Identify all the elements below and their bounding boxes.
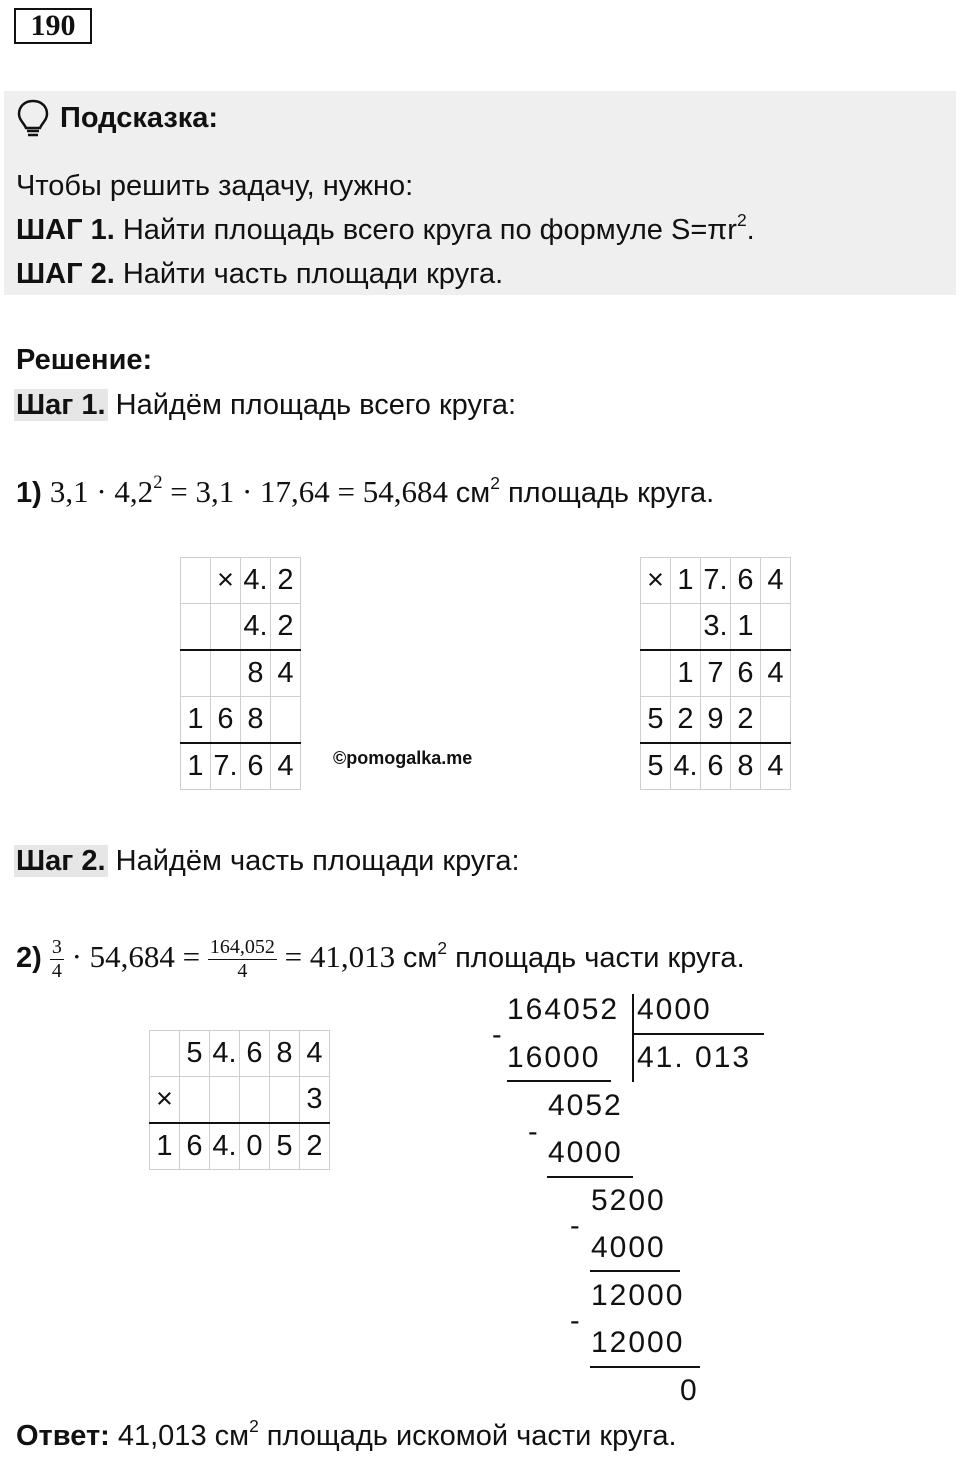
hint-step1: ШАГ 1. Найти площадь всего круга по формуле $S=\pi r^2$. [16,209,755,246]
remainder-3: 12000 [591,1279,685,1312]
task-number: 190 [14,8,92,44]
minus-sign-2: - [528,1116,538,1148]
subtrahend-1: 16000 [507,1041,601,1074]
watermark: ©pomogalka.me [333,748,473,768]
remainder-1: 4052 [548,1089,623,1122]
minus-sign-3: - [570,1210,580,1242]
equation-1: 1) $3,1 \cdot 4,2^2 = 3,1 \cdot 17,64 = 54,684$ $см^2$ площадь круга. [16,472,715,509]
remainder-2: 5200 [591,1184,666,1217]
dividend: 164052 [507,993,620,1026]
subtrahend-4: 12000 [591,1326,685,1359]
minus-sign-1: - [492,1019,502,1051]
solution-step1: Шаг 1. Найдём площадь всего круга: [16,389,517,421]
subtrahend-2: 4000 [548,1136,623,1169]
quotient: 41. 013 [637,1041,752,1074]
solution-step2: Шаг 2. Найдём часть площади круга: [16,845,520,877]
answer: Ответ: 41,013 $см^2$ площадь искомой части круга. [16,1415,677,1452]
equation-2: 2) $\frac{3}{4}$ · 54,684 = $\frac{164,052}{4}$ = 41,013 $см^2$ площадь части круга. [16,935,745,982]
hint-step2: ШАГ 2. Найти часть площади круга. [16,258,504,290]
lightbulb-icon [16,98,50,138]
multiplication-3: 5 4. 6 8 4 × 3 1 6 4. 0 5 2 [149,1030,330,1170]
multiplication-1: × 4. 2 4. 2 8 4 1 6 8 1 7. 6 4 [180,557,301,790]
solution-title: Решение: [16,344,153,376]
hint-intro: Чтобы решить задачу, нужно: [16,170,414,202]
subtrahend-3: 4000 [591,1231,666,1264]
remainder-final: 0 [680,1374,699,1407]
divisor: 4000 [637,993,712,1026]
hint-title: Подсказка: [60,102,219,134]
minus-sign-4: - [570,1305,580,1337]
multiplication-2: × 1 7. 6 4 3. 1 1 7 6 4 5 2 9 2 5 4. 6 8 4 [640,557,791,790]
